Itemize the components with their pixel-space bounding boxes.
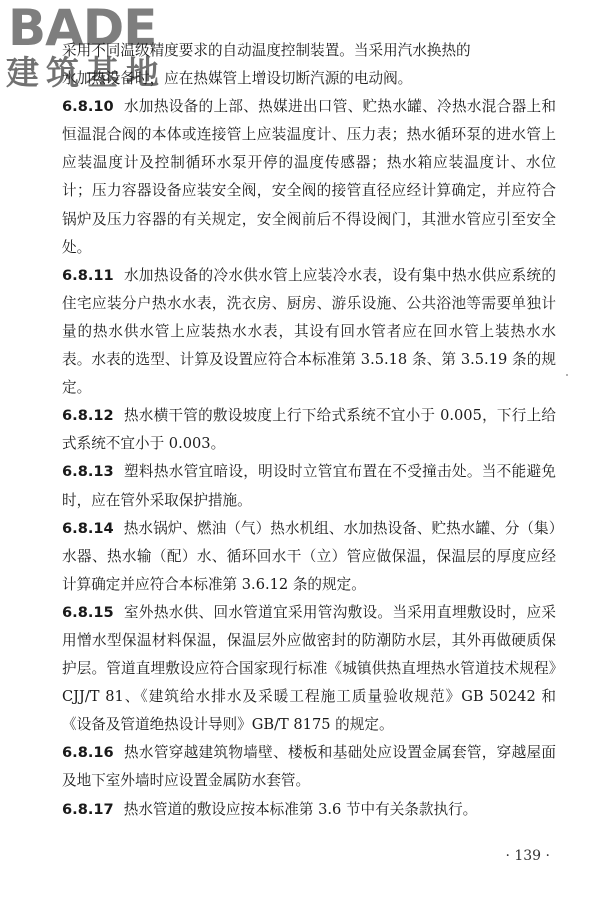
clause-text: 热水横干管的敷设坡度上行下给式系统不宜小于 0.005，下行上给式系统不宜小于 0.003。 [62,407,556,453]
clause-text: 热水管道的敷设应按本标准第 3.6 节中有关条款执行。 [123,800,478,818]
clause-number: 6.8.16 [62,744,114,762]
clause [62,599,556,739]
clause [62,796,556,824]
clause-number: 6.8.17 [62,800,114,818]
logo-subtitle: 建筑基地 [6,53,166,92]
clause-text: 室外热水供、回水管道宜采用管沟敷设。当采用直埋敷设时，应采用憎水型保温材料保温，保温层外应做密封的防潮防水层，其外再做硬质保护层。管道直埋敷设应符合国家现行标准《城镇供热直埋热水管道技术规程》CJJ/T 81、《建筑给水排水及采暖工程施工质量验收规范》GB 50242 和《设备及管道绝热设计导则》GB/T 8175 的规定。 [62,603,556,734]
clause-number: 6.8.15 [62,603,114,621]
clause [62,262,556,402]
clause-number: 6.8.11 [62,266,114,284]
clause [62,458,556,514]
clause [62,402,556,458]
clause [62,93,556,262]
clause [62,739,556,795]
clause-number: 6.8.12 [62,407,114,425]
clause [62,515,556,599]
intro-line: 水加热设备时，应在热媒管上增设切断汽源的电动阀。 [62,70,413,88]
clause-text: 水加热设备的冷水供水管上应装冷水表，设有集中热水供应系统的住宅应装分户热水水表，洗衣房、厨房、游乐设施、公共浴池等需要单独计量的热水供水管上应装热水水表，其设有回水管者应在回水管上装热水水表。水表的选型、计算及设置应符合本标准第 3.5.18 条、第 3.5.19 条的规定。 [62,266,556,397]
logo-brand: BADE [8,0,157,57]
clause-number: 6.8.13 [62,463,114,481]
clause-text: 水加热设备的上部、热媒进出口管、贮热水罐、冷热水混合器上和恒温混合阀的本体或连接管上应装温度计、压力表；热水循环泵的进水管上应装温度计及控制循环水泵开停的温度传感器；热水箱应装温度计、水位计；压力容器设备应装安全阀，安全阀的接管直径应经计算确定，并应符合锅炉及压力容器的有关规定，安全阀前后不得设阀门，其泄水管应引至安全处。 [62,98,556,256]
clause-text: 塑料热水管宜暗设，明设时立管宜布置在不受撞击处。当不能避免时，应在管外采取保护措施。 [62,463,556,509]
clause-text: 热水锅炉、燃油（气）热水机组、水加热设备、贮热水罐、分（集）水器、热水输（配）水、循环回水干（立）管应做保温，保温层的厚度应经计算确定并应符合本标准第 3.6.12 条的规定。 [62,519,556,593]
intro-line: 采用不同温级精度要求的自动温度控制装置。当采用汽水换热的 [62,42,471,59]
document-body [62,37,556,824]
clause-number: 6.8.10 [62,98,114,116]
scan-speck [566,374,568,376]
page-number: · 139 · [505,848,550,864]
clause-number: 6.8.14 [62,519,114,537]
clause-text: 热水管穿越建筑物墙壁、楼板和基础处应设置金属套管，穿越屋面及地下室外墙时应设置金属防水套管。 [62,744,556,790]
